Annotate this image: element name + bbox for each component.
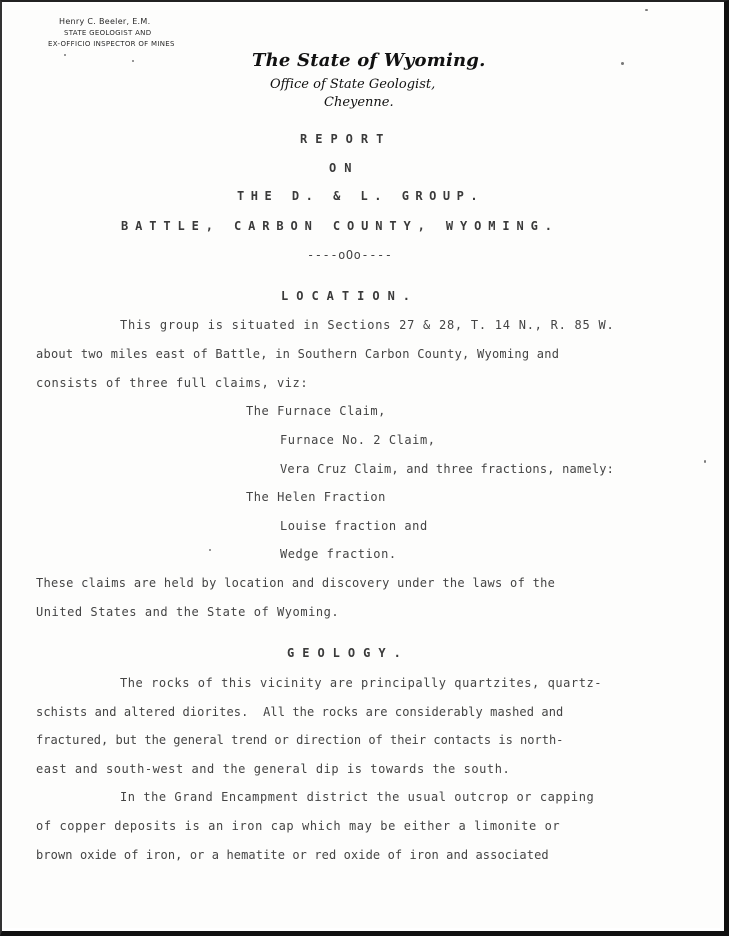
- location-heading: LOCATION.: [281, 289, 419, 303]
- location-line: These claims are held by location and discovery under the laws of the: [36, 576, 556, 590]
- geology-line: east and south-west and the general dip is towards the south.: [36, 762, 511, 776]
- letterhead-title-2: EX-OFFICIO INSPECTOR OF MINES: [48, 40, 175, 48]
- report-title: REPORT: [300, 132, 392, 146]
- masthead-state: The State of Wyoming.: [252, 50, 486, 71]
- scan-speck: [132, 60, 134, 62]
- geology-line: schists and altered diorites. All the rocks are considerably mashed and: [36, 705, 564, 719]
- report-place: BATTLE, CARBON COUNTY, WYOMING.: [121, 219, 559, 233]
- claim-item: Vera Cruz Claim, and three fractions, namely:: [280, 462, 615, 476]
- masthead-office: Office of State Geologist,: [270, 77, 436, 92]
- geology-line: of copper deposits is an iron cap which may be either a limonite or: [36, 819, 561, 833]
- scan-speck: [704, 460, 706, 463]
- claim-item: The Furnace Claim,: [246, 404, 386, 418]
- fraction-item: Louise fraction and: [280, 519, 428, 533]
- location-line: United States and the State of Wyoming.: [36, 605, 340, 619]
- location-line: This group is situated in Sections 27 & 28, T. 14 N., R. 85 W.: [120, 318, 615, 332]
- geology-line: The rocks of this vicinity are principally quartzites, quartz-: [120, 676, 603, 690]
- scan-speck: [645, 9, 648, 11]
- fraction-item: The Helen Fraction: [246, 490, 386, 504]
- letterhead-title-1: STATE GEOLOGIST AND: [64, 29, 152, 37]
- claim-item: Furnace No. 2 Claim,: [280, 433, 436, 447]
- geology-line: In the Grand Encampment district the usual outcrop or capping: [120, 790, 595, 804]
- document-page: [4, 4, 720, 928]
- letterhead-name: Henry C. Beeler, E.M.: [59, 17, 151, 26]
- scan-speck: [209, 549, 211, 551]
- masthead-city: Cheyenne.: [324, 95, 394, 110]
- geology-line: fractured, but the general trend or direction of their contacts is north-: [36, 733, 564, 747]
- scan-speck: [64, 54, 66, 56]
- report-on: ON: [329, 161, 360, 175]
- location-line: about two miles east of Battle, in Southern Carbon County, Wyoming and: [36, 347, 560, 361]
- fraction-item: Wedge fraction.: [280, 547, 397, 561]
- location-line: consists of three full claims, viz:: [36, 376, 309, 390]
- report-group: THE D. & L. GROUP.: [237, 189, 485, 203]
- section-divider: ----oOo----: [307, 248, 393, 262]
- geology-line: brown oxide of iron, or a hematite or red oxide of iron and associated: [36, 848, 549, 862]
- geology-heading: GEOLOGY.: [287, 646, 409, 660]
- scan-speck: [621, 62, 624, 65]
